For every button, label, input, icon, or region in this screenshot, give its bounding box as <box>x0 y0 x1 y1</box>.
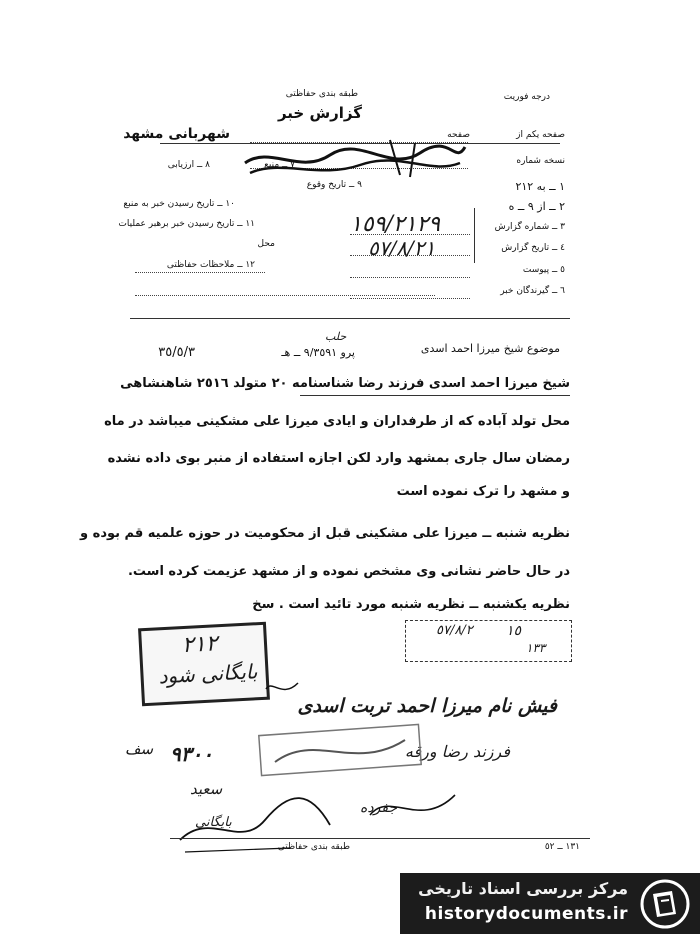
redaction-scribble <box>240 135 470 185</box>
body-line-7: نظریه یکشنبه ــ نظریه شنبه مورد تائید است . سخ <box>252 597 570 612</box>
handwritten-note: بایگانی <box>195 815 232 830</box>
fields-bottom-rule <box>130 318 570 319</box>
subject-hand-note: حلب <box>325 330 347 343</box>
body-line-4: و مشهد را ترک نموده است <box>396 484 570 499</box>
check-mark-icon <box>262 675 302 703</box>
field-5: ٥ ــ پیوست <box>522 265 565 275</box>
field-place: محل <box>257 239 275 249</box>
field-11: ١١ ــ تاریخ رسیدن خبر برهبر عملیات <box>118 219 255 229</box>
report-date-hand: ٥٧/٨/٢١ <box>368 236 436 260</box>
field-4: ٤ ــ تاریخ گزارش <box>501 243 565 253</box>
watermark-url: historydocuments.ir <box>424 904 628 924</box>
dotline <box>350 277 470 278</box>
archive-stamp-number: ٢١٢ <box>181 631 219 659</box>
field-6: ٦ ــ گیرندگان خبر <box>500 286 565 296</box>
field-7: ٧ ــ منبع <box>264 160 295 170</box>
footer-rule <box>170 838 590 839</box>
dotline <box>135 272 265 273</box>
body-line-6: در حال حاضر نشانی وی مشخص نموده و از مشهد عزیمت کرده است. <box>127 564 570 579</box>
dotline <box>350 298 470 299</box>
field-9: ٩ ــ تاریخ وقوع <box>306 180 362 190</box>
classification-label: طبقه بندی حفاظتی <box>285 89 358 99</box>
field-1: ١ ــ به ٢١٢ <box>515 180 565 193</box>
watermark-bar <box>400 873 700 934</box>
receipt-number: ١٥ <box>506 623 522 639</box>
field-2: ٢ ــ از ٩ ــ ه <box>508 200 565 213</box>
watermark-title: مرکز بررسی اسناد تاریخی <box>418 879 628 898</box>
report-number-hand: ١٥٩/٢١٢٩ <box>350 212 441 237</box>
archive-stamp-text: بایگانی شود <box>157 659 259 689</box>
receipt-stamp <box>405 620 572 662</box>
field-10: ١٠ ــ تاریخ رسیدن خبر به منبع <box>123 199 235 209</box>
copy-label: نسخه شماره <box>516 156 565 166</box>
handwritten-number-suffix: سف <box>125 740 154 758</box>
handwritten-number: ٩٣٠٠ <box>170 742 213 766</box>
footer-form-code: ١٣١ ــ ٥٢ <box>544 842 580 852</box>
subject-file-ref: پرو ٩/٣٥٩١ ــ هـ <box>281 346 355 359</box>
receipt-date: ٥٧/٨/٢ <box>436 623 473 638</box>
handwritten-parent-line: فرزند رضا ورقه <box>404 742 510 761</box>
footer-classification: طبقه بندی حفاظتی <box>277 842 350 852</box>
signature-1: سعید <box>190 780 223 798</box>
form-title: گزارش خبر <box>277 104 362 122</box>
body-line-3: رمضان سال جاری بمشهد وارد لکن اجازه استفاده از منبر بوی داده نشده <box>107 451 570 466</box>
org-name: شهربانی مشهد <box>123 126 230 142</box>
page-of-label: صفحه <box>447 130 470 140</box>
body-line-5: نظریه شنبه ــ میرزا علی مشکینی قبل از محکومیت در حوزه علمیه قم بوده و <box>80 526 570 541</box>
dotline <box>135 295 435 296</box>
signature-2: جفرده <box>360 800 398 816</box>
body-line-1: شیخ میرزا احمد اسدی فرزند رضا شناسنامه ٢٠ متولد ٢٥١٦ شاهنشاهی <box>120 376 570 391</box>
field-12: ١٢ ــ ملاحظات حفاظتی <box>166 260 255 270</box>
handwritten-name-line: فیش نام میرزا احمد تربت اسدی <box>297 695 557 717</box>
archive-logo-icon <box>640 879 690 929</box>
field-3: ٣ ــ شماره گزارش <box>494 222 565 232</box>
subject-date-ref: ٣٥/٥/٣ <box>158 345 195 360</box>
subject-line: موضوع شیخ میرزا احمد اسدی <box>420 342 560 355</box>
underline <box>300 395 570 396</box>
archive-stamp <box>138 622 270 707</box>
field-divider <box>474 208 475 263</box>
receipt-code: ١٣٣ <box>526 641 546 655</box>
body-line-2: محل تولد آباده که از طرفداران و ایادی میرزا علی مشکینی میباشد در ماه <box>104 414 570 429</box>
degree-label: درجه فوریت <box>503 92 550 102</box>
field-8: ٨ ــ ارزیابی <box>167 160 210 170</box>
page-label: صفحه یکم از <box>516 130 565 140</box>
